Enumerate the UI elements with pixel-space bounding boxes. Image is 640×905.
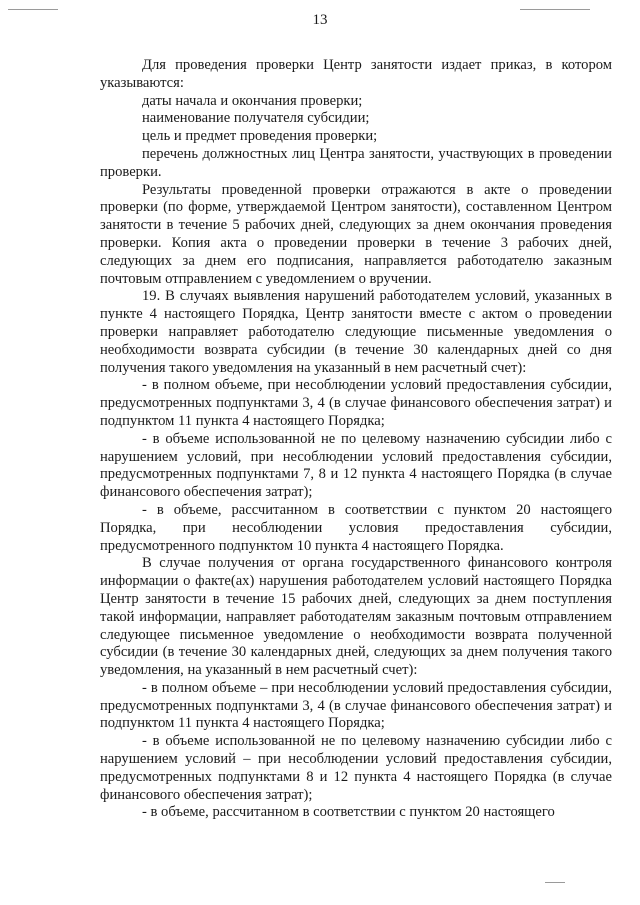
document-body	[100, 57, 612, 822]
scan-artifact	[8, 9, 58, 10]
list-item: - в полном объеме, при несоблюдении условий предоставления субсидии, предусмотренных подпунктами 3, 4 (в случае финансового обеспечения затрат) и подпунктом 11 пункта 4 настоящего Порядка;	[100, 377, 612, 429]
paragraph: 19. В случаях выявления нарушений работодателем условий, указанных в пункте 4 настоящего Порядка, Центр занятости вместе с актом о проведении проверки направляет работодателю следующие письменные уведомления о необходимости возврата субсидии (в течение 30 календарных дней со дня получения такого уведомления на указанный в нем расчетный счет):	[100, 288, 612, 376]
list-item: - в объеме использованной не по целевому назначению субсидии либо с нарушением условий, при несоблюдении условий предоставления субсидии, предусмотренных подпунктами 7, 8 и 12 пункта 4 настоящего Порядка (в случае финансового обеспечения затрат);	[100, 430, 612, 501]
page-number: 13	[312, 12, 328, 28]
list-item: - в объеме, рассчитанном в соответствии с пунктом 20 настоящего	[142, 804, 555, 821]
list-item: - в объеме, рассчитанном в соответствии с пунктом 20 настоящего Порядка, при несоблюдении условия предоставления субсидии, предусмотренного подпунктом 10 пункта 4 настоящего Порядка.	[100, 501, 612, 554]
scan-artifact	[545, 882, 565, 883]
list-item: даты начала и окончания проверки;	[142, 92, 363, 109]
list-item: - в объеме использованной не по целевому назначению субсидии либо с нарушением условий – при несоблюдении условий предоставления субсидии, предусмотренных подпунктами 8 и 12 пункта 4 настоящего Порядка (в случае финансового обеспечения затрат);	[100, 733, 612, 803]
paragraph: В случае получения от органа государственного финансового контроля информации о факте(ах) нарушения работодателем условий настоящего Порядка Центр занятости в течение 15 рабочих дней, следующих за днем поступления такой информации, направляет работодателям заказным почтовым отправлением следующее письменное уведомление о необходимости возврата полученной субсидии (в течение 30 календарных дней, следующих за днем получения такого уведомления, на указанный в нем расчетный счет):	[100, 555, 612, 679]
list-item: перечень должностных лиц Центра занятости, участвующих в проведении проверки.	[100, 145, 612, 180]
list-item: наименование получателя субсидии;	[142, 110, 370, 127]
paragraph: Для проведения проверки Центр занятости издает приказ, в котором указываются:	[100, 57, 612, 91]
paragraph: Результаты проведенной проверки отражаются в акте о проведении проверки (по форме, утверждаемой Центром занятости), составленном Центром занятости в течение 5 рабочих дней, следующих за днем окончания проведения проверки. Копия акта о проведении проверки в течение 3 рабочих дней, следующих за днем его подписания, направляется работодателю заказным почтовым отправлением с уведомлением о вручении.	[100, 181, 612, 287]
list-item: - в полном объеме – при несоблюдении условий предоставления субсидии, предусмотренных подпунктами 3, 4 (в случае финансового обеспечения затрат) и подпунктом 11 пункта 4 настоящего Порядка;	[100, 679, 612, 732]
scan-artifact	[520, 9, 590, 10]
list-item: цель и предмет проведения проверки;	[142, 128, 378, 145]
